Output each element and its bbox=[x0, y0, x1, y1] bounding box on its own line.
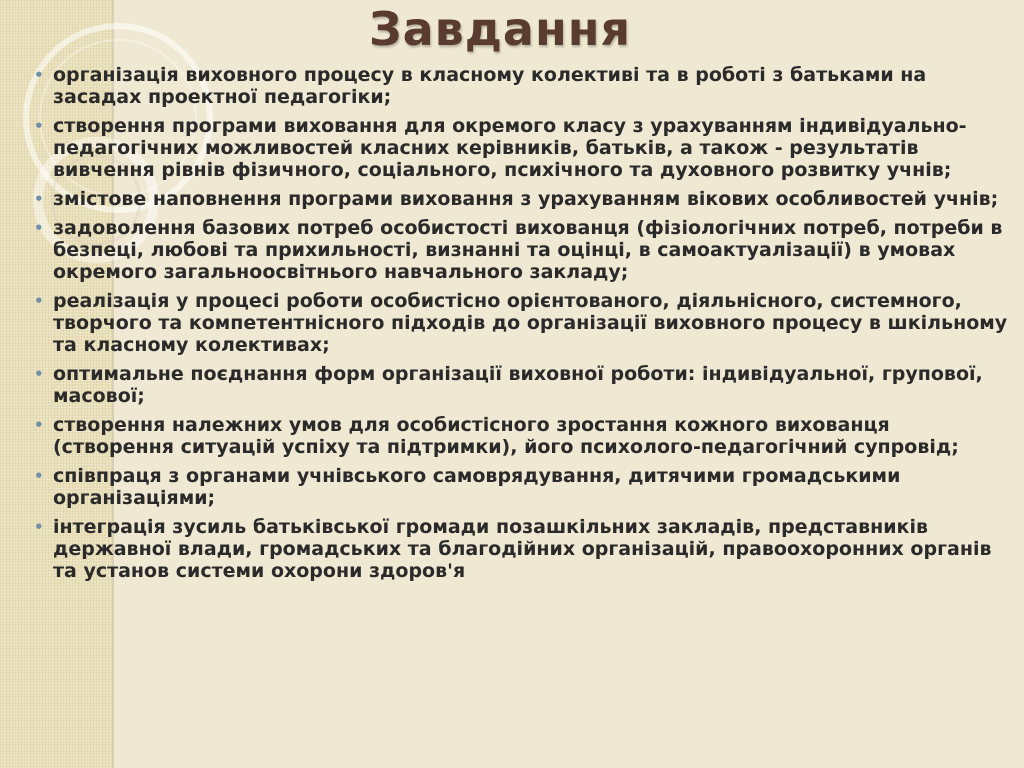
task-list bbox=[34, 64, 1016, 589]
bullet-icon: • bbox=[34, 365, 44, 383]
list-item-text: реалізація у процесі роботи особистісно орієнтованого, діяльнісного, системного, творчого та компетентнісного підходів до організації виховного процесу в шкільному та класному колективах; bbox=[53, 290, 1008, 356]
list-item bbox=[34, 64, 1016, 108]
list-item-text: інтеграція зусиль батьківської громади позашкільних закладів, представників державної влади, громадських та благодійних організацій, правоохоронних органів та установ системи охорони здоров'я bbox=[53, 516, 992, 582]
list-item bbox=[34, 363, 1016, 407]
list-item bbox=[34, 188, 1016, 210]
bullet-icon: • bbox=[34, 467, 44, 485]
list-item-text: співпраця з органами учнівського самоврядування, дитячими громадськими організаціями; bbox=[53, 465, 901, 509]
list-item-text: створення програми виховання для окремого класу з урахуванням індивідуально-педагогічних можливостей класних керівників, батьків, а також - результатів вивчення рівнів фізичного, соціального, психічного та духовного розвитку учнів; bbox=[53, 115, 967, 181]
list-item-text: створення належних умов для особистісного зростання кожного вихованця (створення ситуацій успіху та підтримки), його психолого-педагогічний супровід; bbox=[53, 414, 959, 458]
bullet-icon: • bbox=[34, 117, 44, 135]
list-item-text: організація виховного процесу в класному колективі та в роботі з батьками на засадах проектної педагогіки; bbox=[53, 64, 927, 108]
list-item-text: оптимальне поєднання форм організації виховної роботи: індивідуальної, групової, масової; bbox=[53, 363, 983, 407]
list-item-text: задоволення базових потреб особистості вихованця (фізіологічних потреб, потреби в безпеці, любові та прихильності, визнанні та оцінці, в самоактуалізації) в умовах окремого загальноосвітнього навчального закладу; bbox=[53, 217, 1003, 283]
list-item bbox=[34, 516, 1016, 582]
bullet-icon: • bbox=[34, 190, 44, 208]
slide-title: Завдання bbox=[368, 2, 632, 56]
bullet-icon: • bbox=[34, 416, 44, 434]
list-item bbox=[34, 465, 1016, 509]
bullet-icon: • bbox=[34, 219, 44, 237]
list-item bbox=[34, 414, 1016, 458]
list-item-text: змістове наповнення програми виховання з урахуванням вікових особливостей учнів; bbox=[53, 188, 999, 210]
list-item bbox=[34, 290, 1016, 356]
bullet-icon: • bbox=[34, 66, 44, 84]
list-item bbox=[34, 217, 1016, 283]
list-item bbox=[34, 115, 1016, 181]
bullet-icon: • bbox=[34, 292, 44, 310]
bullet-icon: • bbox=[34, 518, 44, 536]
